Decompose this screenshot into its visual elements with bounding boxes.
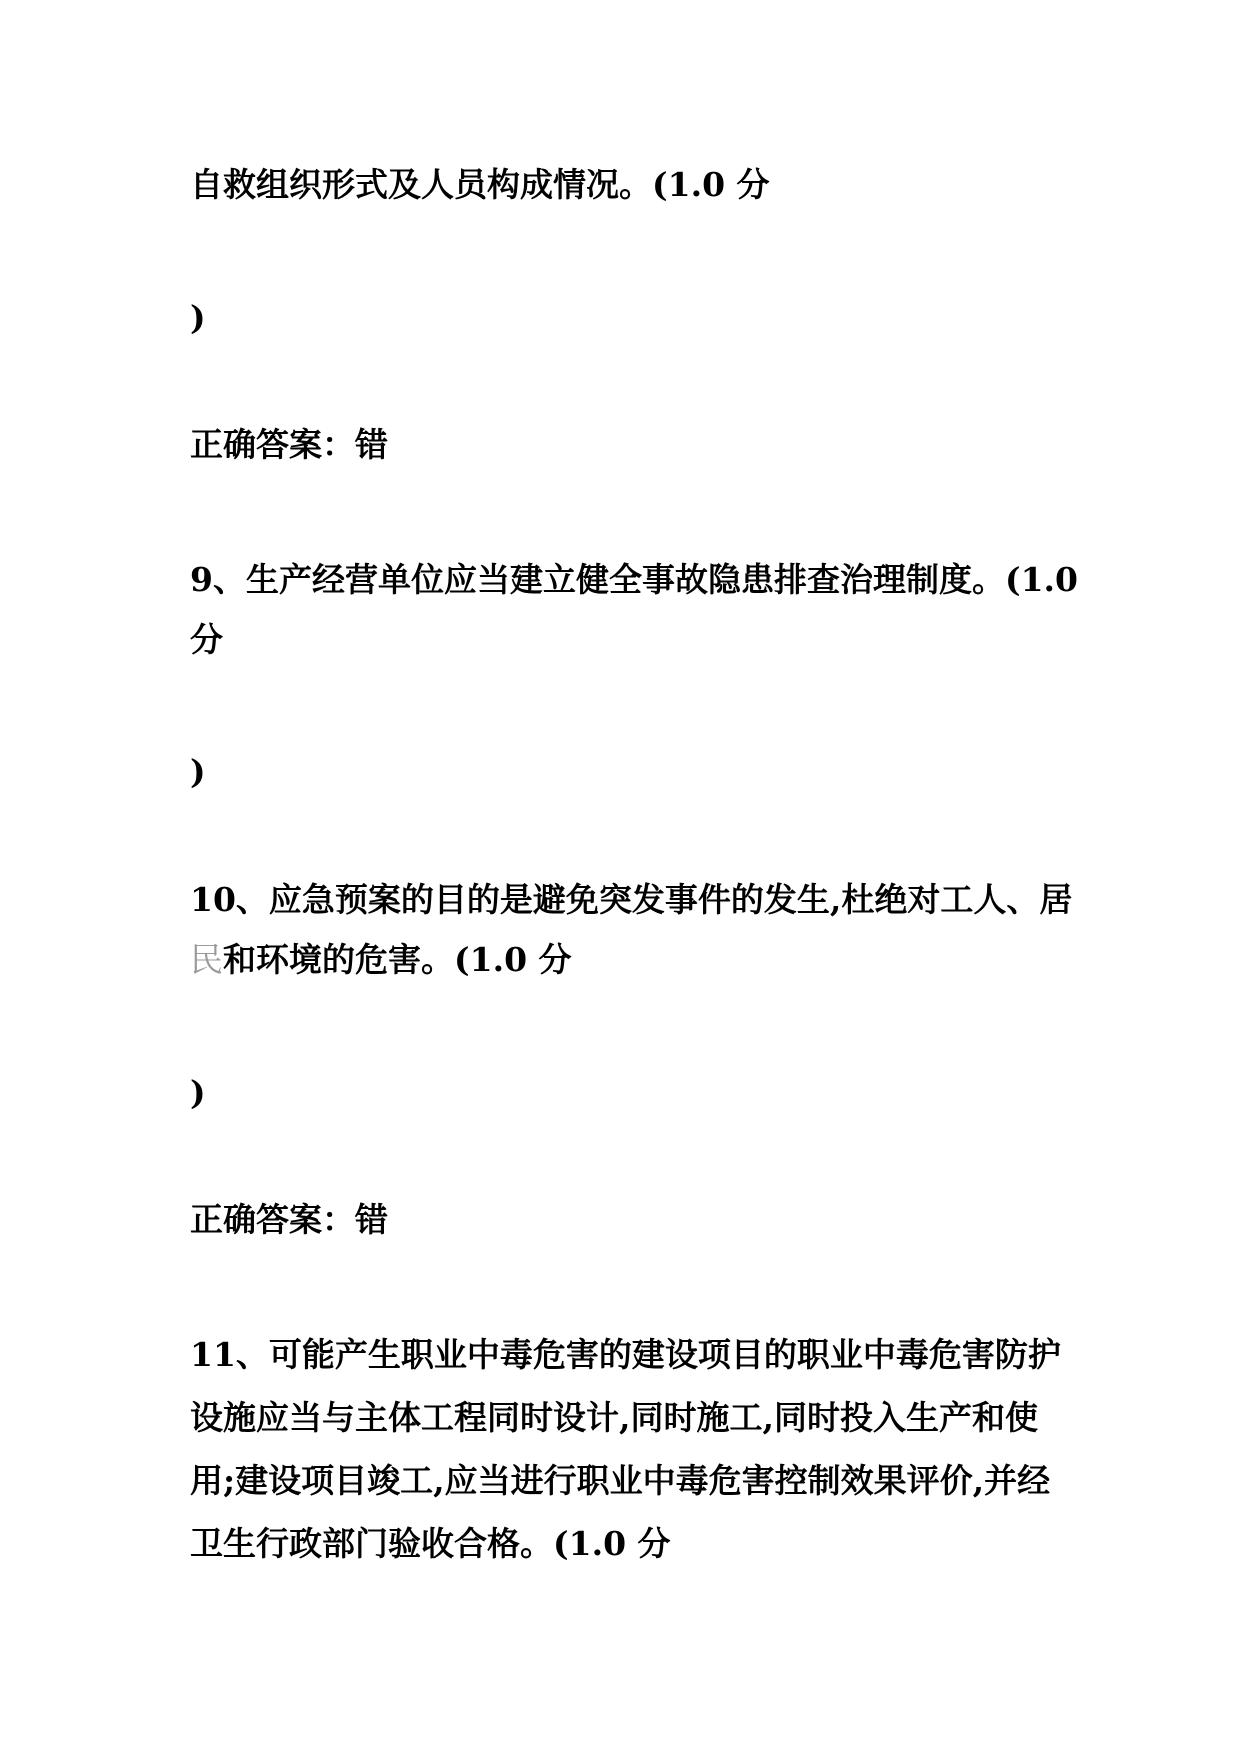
q10-text-line-2 bbox=[190, 940, 572, 980]
q8-closing-paren: ) bbox=[190, 298, 206, 337]
q9-closing-paren: ) bbox=[190, 752, 206, 791]
q8-text-end: 自救组织形式及人员构成情况。(1.0 分 bbox=[190, 165, 770, 204]
q11-text-line-4: 卫生行政部门验收合格。(1.0 分 bbox=[190, 1524, 671, 1563]
q10-text-line-2-rest: 和环境的危害。(1.0 分 bbox=[223, 940, 572, 979]
q11-text-line-3: 用;建设项目竣工,应当进行职业中毒危害控制效果评价,并经 bbox=[190, 1461, 1051, 1500]
q11-text-line-2: 设施应当与主体工程同时设计,同时施工,同时投入生产和使 bbox=[190, 1398, 1038, 1437]
q11-text-line-1: 11、可能产生职业中毒危害的建设项目的职业中毒危害防护 bbox=[190, 1335, 1061, 1374]
q9-text-line-1: 9、生产经营单位应当建立健全事故隐患排查治理制度。(1.0 bbox=[190, 560, 1078, 599]
q10-faded-char: 民 bbox=[190, 940, 223, 979]
q9-text-line-2: 分 bbox=[190, 620, 223, 659]
q10-closing-paren: ) bbox=[190, 1073, 206, 1112]
q10-text-line-1: 10、应急预案的目的是避免突发事件的发生,杜绝对工人、居 bbox=[190, 880, 1073, 919]
q10-answer: 正确答案：错 bbox=[190, 1200, 388, 1239]
q8-answer: 正确答案：错 bbox=[190, 425, 388, 464]
